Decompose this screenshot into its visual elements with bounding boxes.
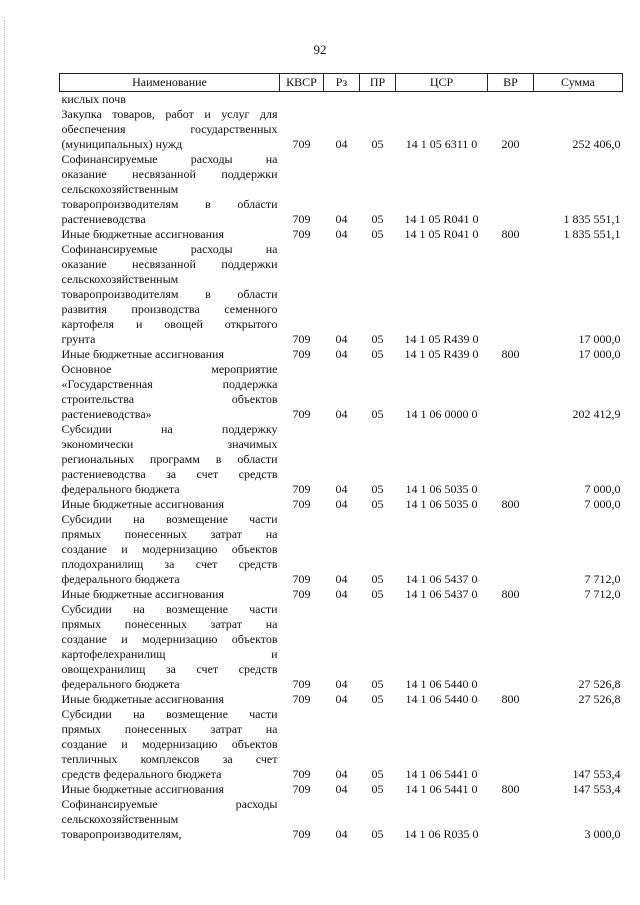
cell-sum: 27 526,8 (578, 677, 621, 691)
cell-vr: 800 (501, 227, 520, 241)
table-row (60, 347, 623, 362)
row-name-line: «Государственная поддержка (61, 377, 278, 391)
cell-sum: 7 712,0 (584, 587, 621, 601)
row-name (60, 347, 280, 362)
row-name (60, 152, 280, 227)
header-pr: ПР (360, 74, 396, 92)
cell-csr: 14 1 06 5437 0 (405, 572, 478, 586)
row-name-line: кислых почв (61, 92, 126, 106)
cell-kvsr: 709 (292, 572, 311, 586)
row-name-line: Иные бюджетные ассигнования (61, 227, 224, 241)
row-name (60, 422, 280, 497)
cell-rz: 04 (335, 332, 348, 346)
table-row (60, 152, 623, 227)
cell-sum: 1 835 551,1 (563, 227, 621, 241)
cell-kvsr: 709 (292, 782, 311, 796)
cell-vr: 800 (501, 347, 520, 361)
cell-rz: 04 (335, 482, 348, 496)
cell-csr (396, 92, 488, 108)
row-name-line: Субсидии на поддержку (61, 422, 278, 436)
row-name-line: Субсидии на возмещение части (61, 707, 278, 721)
cell-pr: 05 (371, 347, 384, 361)
cell-kvsr (280, 92, 324, 108)
row-name-line: прямых понесенных затрат на (61, 722, 278, 736)
cell-kvsr: 709 (292, 332, 311, 346)
table-row (60, 362, 623, 422)
row-name-line: Закупка товаров, работ и услуг для (61, 107, 278, 121)
row-name-line: Софинансируемые расходы на (61, 242, 278, 256)
table-row (60, 602, 623, 692)
row-name-line: развития производства семенного (61, 302, 278, 316)
cell-pr: 05 (371, 332, 384, 346)
row-name-line: сельскохозяйственным (61, 272, 179, 286)
cell-rz: 04 (335, 782, 348, 796)
cell-csr: 14 1 06 R035 0 (404, 827, 479, 841)
cell-sum: 147 553,4 (572, 782, 621, 796)
row-name (60, 227, 280, 242)
row-name-line: экономически значимых (61, 437, 278, 451)
row-name-line: грунта (61, 332, 96, 346)
cell-sum: 3 000,0 (584, 827, 621, 841)
row-name-line: создание и модернизацию объектов (61, 737, 278, 751)
cell-csr: 14 1 06 5440 0 (405, 677, 478, 691)
row-name-line: сельскохозяйственным (61, 182, 179, 196)
cell-csr: 14 1 06 5035 0 (405, 497, 478, 511)
header-rz: Рз (324, 74, 360, 92)
cell-vr (488, 797, 534, 842)
table-row (60, 512, 623, 587)
row-name-line: прямых понесенных затрат на (61, 527, 278, 541)
row-name-line: картофелехранилищ и (61, 647, 278, 661)
cell-sum: 1 835 551,1 (563, 212, 621, 226)
cell-sum: 27 526,8 (578, 692, 621, 706)
cell-csr: 14 1 06 5440 0 (405, 692, 478, 706)
row-name-line: растениеводства» (61, 407, 152, 421)
cell-vr: 800 (501, 497, 520, 511)
cell-pr: 05 (371, 407, 384, 421)
cell-vr (488, 242, 534, 347)
cell-rz: 04 (335, 497, 348, 511)
row-name-line: создание и модернизацию объектов (61, 632, 278, 646)
cell-rz: 04 (335, 587, 348, 601)
cell-pr: 05 (371, 227, 384, 241)
row-name-line: федерального бюджета (61, 677, 180, 691)
cell-kvsr: 709 (292, 227, 311, 241)
cell-pr: 05 (371, 497, 384, 511)
cell-csr: 14 1 06 5035 0 (405, 482, 478, 496)
row-name-line: Субсидии на возмещение части (61, 602, 278, 616)
cell-sum: 7 000,0 (584, 482, 621, 496)
cell-csr: 14 1 06 5441 0 (405, 767, 478, 781)
row-name-line: региональных программ в области (61, 452, 278, 466)
cell-kvsr: 709 (292, 587, 311, 601)
table-row (60, 422, 623, 497)
cell-vr (488, 707, 534, 782)
cell-sum: 147 553,4 (572, 767, 621, 781)
row-name-line: Иные бюджетные ассигнования (61, 587, 224, 601)
cell-vr: 800 (501, 692, 520, 706)
budget-table (59, 73, 623, 842)
cell-sum (534, 92, 623, 108)
cell-kvsr: 709 (292, 347, 311, 361)
cell-sum: 252 406,0 (572, 137, 621, 151)
cell-pr: 05 (371, 572, 384, 586)
cell-vr (488, 602, 534, 692)
table-row (60, 782, 623, 797)
row-name-line: товаропроизводителям в области (61, 197, 278, 211)
header-csr: ЦСР (396, 74, 488, 92)
cell-rz: 04 (335, 692, 348, 706)
row-name-line: плодохранилищ за счет средств (61, 557, 278, 571)
cell-rz (324, 92, 360, 108)
cell-csr: 14 1 05 R439 0 (404, 332, 479, 346)
cell-pr: 05 (371, 692, 384, 706)
row-name-line: оказание несвязанной поддержки (61, 257, 278, 271)
row-name-line: создание и модернизацию объектов (61, 542, 278, 556)
cell-csr: 14 1 05 R041 0 (404, 227, 479, 241)
row-name-line: Софинансируемые расходы на (61, 152, 278, 166)
row-name (60, 362, 280, 422)
row-name-line: сельскохозяйственным (61, 812, 179, 826)
cell-vr (488, 512, 534, 587)
row-name (60, 512, 280, 587)
cell-csr: 14 1 05 6311 0 (405, 137, 478, 151)
row-name-line: Основное мероприятие (61, 362, 278, 376)
row-name (60, 497, 280, 512)
cell-sum: 17 000,0 (578, 347, 621, 361)
cell-sum: 17 000,0 (578, 332, 621, 346)
header-vr: ВР (488, 74, 534, 92)
table-row (60, 92, 623, 108)
cell-vr (488, 362, 534, 422)
cell-kvsr: 709 (292, 212, 311, 226)
row-name (60, 602, 280, 692)
cell-rz: 04 (335, 212, 348, 226)
cell-csr: 14 1 05 R041 0 (404, 212, 479, 226)
cell-pr: 05 (371, 827, 384, 841)
row-name (60, 782, 280, 797)
cell-rz: 04 (335, 827, 348, 841)
row-name-line: товаропроизводителям, (61, 827, 182, 841)
cell-rz: 04 (335, 347, 348, 361)
cell-rz: 04 (335, 137, 348, 151)
row-name-line: овощехранилищ за счет средств (61, 662, 278, 676)
cell-rz: 04 (335, 227, 348, 241)
page-number: 92 (313, 42, 327, 57)
row-name-line: строительства объектов (61, 392, 278, 406)
cell-pr: 05 (371, 137, 384, 151)
cell-kvsr: 709 (292, 692, 311, 706)
row-name-line: Иные бюджетные ассигнования (61, 347, 224, 361)
row-name (60, 797, 280, 842)
cell-rz: 04 (335, 407, 348, 421)
row-name (60, 707, 280, 782)
table-header-row (60, 74, 623, 92)
header-name: Наименование (60, 74, 280, 92)
row-name-line: Иные бюджетные ассигнования (61, 782, 224, 796)
row-name (60, 587, 280, 602)
cell-vr (488, 152, 534, 227)
cell-rz: 04 (335, 572, 348, 586)
row-name-line: Софинансируемые расходы (61, 797, 278, 811)
cell-kvsr: 709 (292, 137, 311, 151)
table-row (60, 692, 623, 707)
cell-csr: 14 1 06 0000 0 (405, 407, 478, 421)
row-name-line: обеспечения государственных (61, 122, 278, 136)
cell-vr (488, 422, 534, 497)
cell-pr: 05 (371, 212, 384, 226)
cell-kvsr: 709 (292, 497, 311, 511)
table-row (60, 242, 623, 347)
table-row (60, 707, 623, 782)
row-name-line: Иные бюджетные ассигнования (61, 692, 224, 706)
cell-kvsr: 709 (292, 482, 311, 496)
cell-rz: 04 (335, 677, 348, 691)
row-name-line: прямых понесенных затрат на (61, 617, 278, 631)
row-name (60, 692, 280, 707)
cell-csr: 14 1 05 R439 0 (404, 347, 479, 361)
cell-vr: 200 (501, 137, 520, 151)
cell-pr: 05 (371, 587, 384, 601)
cell-sum: 7 000,0 (584, 497, 621, 511)
cell-vr: 800 (501, 782, 520, 796)
row-name-line: федерального бюджета (61, 572, 180, 586)
cell-rz: 04 (335, 767, 348, 781)
table-row (60, 587, 623, 602)
header-kvsr: КВСР (280, 74, 324, 92)
row-name-line: (муниципальных) нужд (61, 137, 183, 151)
row-name-line: федерального бюджета (61, 482, 180, 496)
row-name-line: растениеводства (61, 212, 146, 226)
cell-sum: 202 412,9 (572, 407, 621, 421)
table-row (60, 797, 623, 842)
cell-csr: 14 1 06 5437 0 (405, 587, 478, 601)
cell-vr: 800 (501, 587, 520, 601)
cell-vr (488, 92, 534, 108)
cell-kvsr: 709 (292, 407, 311, 421)
table-row (60, 107, 623, 152)
cell-pr: 05 (371, 677, 384, 691)
row-name-line: средств федерального бюджета (61, 767, 222, 781)
row-name-line: тепличных комплексов за счет (61, 752, 278, 766)
table-row (60, 227, 623, 242)
cell-pr: 05 (371, 782, 384, 796)
margin-binding-dots (4, 20, 7, 880)
row-name-line: растениеводства за счет средств (61, 467, 278, 481)
header-sum: Сумма (534, 74, 623, 92)
row-name (60, 242, 280, 347)
row-name-line: Субсидии на возмещение части (61, 512, 278, 526)
cell-pr (360, 92, 396, 108)
row-name (60, 107, 280, 152)
cell-kvsr: 709 (292, 767, 311, 781)
cell-csr: 14 1 06 5441 0 (405, 782, 478, 796)
row-name-line: картофеля и овощей открытого (61, 317, 278, 331)
cell-kvsr: 709 (292, 677, 311, 691)
row-name-line: товаропроизводителям в области (61, 287, 278, 301)
row-name (60, 92, 280, 108)
table-row (60, 497, 623, 512)
cell-pr: 05 (371, 482, 384, 496)
cell-pr: 05 (371, 767, 384, 781)
row-name-line: Иные бюджетные ассигнования (61, 497, 224, 511)
row-name-line: оказание несвязанной поддержки (61, 167, 278, 181)
cell-kvsr: 709 (292, 827, 311, 841)
cell-sum: 7 712,0 (584, 572, 621, 586)
